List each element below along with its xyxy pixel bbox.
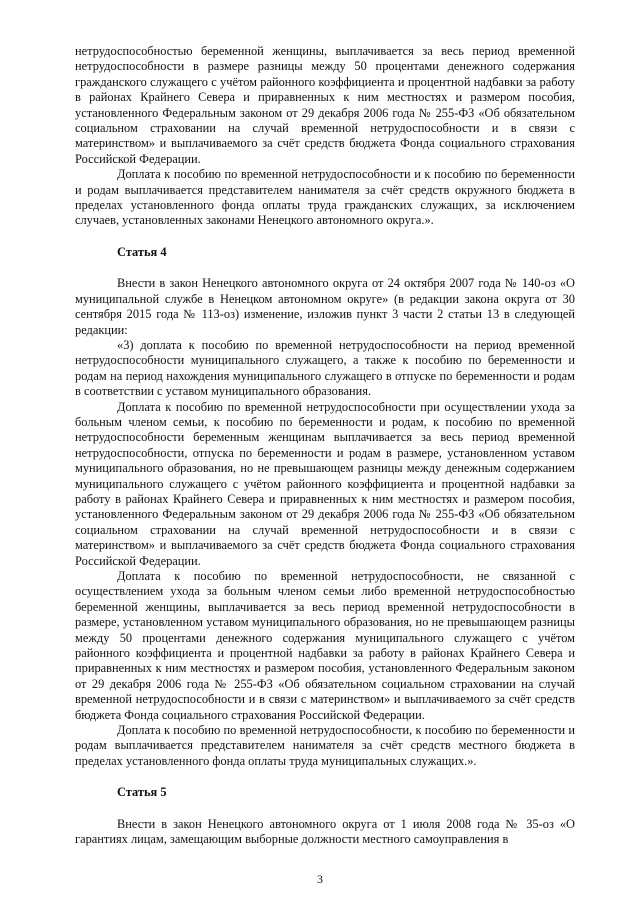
paragraph-doplata-mun: Доплата к пособию по временной нетрудоспособности, к пособию по беременности и родам выплачивается представителем нанимателя за счёт средств местного бюджета в пределах установленного фонда оплаты труда муниципальных служащих.». — [75, 723, 575, 768]
article-5-heading: Статья 5 — [117, 785, 167, 800]
paragraph-doplata-gos: Доплата к пособию по временной нетрудоспособности и к пособию по беременности и родам выплачивается представителем нанимателя за счёт средств окружного бюджета в пределах установленного фонда оплаты труда гражданских служащих, за исключением случаев, установленных законами Ненецкого автономного округа.». — [75, 167, 575, 228]
paragraph-doplata-ukhod: Доплата к пособию по временной нетрудоспособности при осуществлении ухода за больным членом семьи, к пособию по беременности и родам, к пособию по временной нетрудоспособности беременным женщинам выплачивается за весь период временной нетрудоспособности, отпуска по беременности и родам в размере, установленном уставом муниципального образования, но не превышающем разницы между денежным содержанием муниципального служащего с учётом районного коэффициента и процентной надбавки за работу в районах Крайнего Севера и приравненных к ним местностях и размером пособия, установленного Федеральным законом от 29 декабря 2006 года № 255-ФЗ «Об обязательном социальном страховании на случай временной нетрудоспособности и в связи с материнством» и выплачиваемого за счёт средств бюджета Фонда социального страхования Российской Федерации. — [75, 399, 575, 568]
page-number: 3 — [317, 872, 323, 886]
paragraph-article-4-intro: Внести в закон Ненецкого автономного округа от 24 октября 2007 года № 140-оз «О муниципальной службе в Ненецком автономном округе» (в редакции закона округа от 30 сентября 2015 года № 113-оз) изменение, изложив пункт 3 части 2 статьи 13 в следующей редакции: — [75, 276, 575, 337]
paragraph-article-5-intro: Внести в закон Ненецкого автономного округа от 1 июля 2008 года № 35-оз «О гарантиях лицам, замещающим выборные должности местного самоуправления в — [75, 816, 575, 847]
article-4-heading: Статья 4 — [117, 244, 167, 259]
paragraph-doplata-ne-svyazannoy: Доплата к пособию по временной нетрудоспособности, не связанной с осуществлением ухода за больным членом семьи либо временной нетрудоспособностью беременной женщины, выплачивается за весь период временной нетрудоспособности в размере, установленном уставом муниципального образования, но не превышающем разницы между 50 процентами денежного содержания муниципального служащего с учётом районного коэффициента и процентной надбавки за работу в районах Крайнего Севера и приравненных к ним местностях и размером пособия, установленного Федеральным законом от 29 декабря 2006 года № 255-ФЗ «Об обязательном социальном страховании на случай временной нетрудоспособности и в связи с материнством» и выплачиваемого за счёт средств бюджета Фонда социального страхования Российской Федерации. — [75, 569, 575, 722]
paragraph-continuation: нетрудоспособностью беременной женщины, выплачивается за весь период временной нетрудоспособности в размере разницы между 50 процентами денежного содержания гражданского служащего с учётом районного коэффициента и процентной надбавки за работу в районах Крайнего Севера и приравненных к ним местностях и размером пособия, установленного Федеральным законом от 29 декабря 2006 года № 255-ФЗ «Об обязательном социальном страховании на случай временной нетрудоспособности и в связи с материнством» и выплачиваемого за счёт средств бюджета Фонда социального страхования Российской Федерации. — [75, 44, 575, 166]
paragraph-item-3: «3) доплата к пособию по временной нетрудоспособности на период временной нетрудоспособности муниципального служащего, а также к пособию по беременности и родам на период нахождения муниципального служащего в отпуске по беременности и родам в соответствии с уставом муниципального образования. — [75, 337, 575, 399]
